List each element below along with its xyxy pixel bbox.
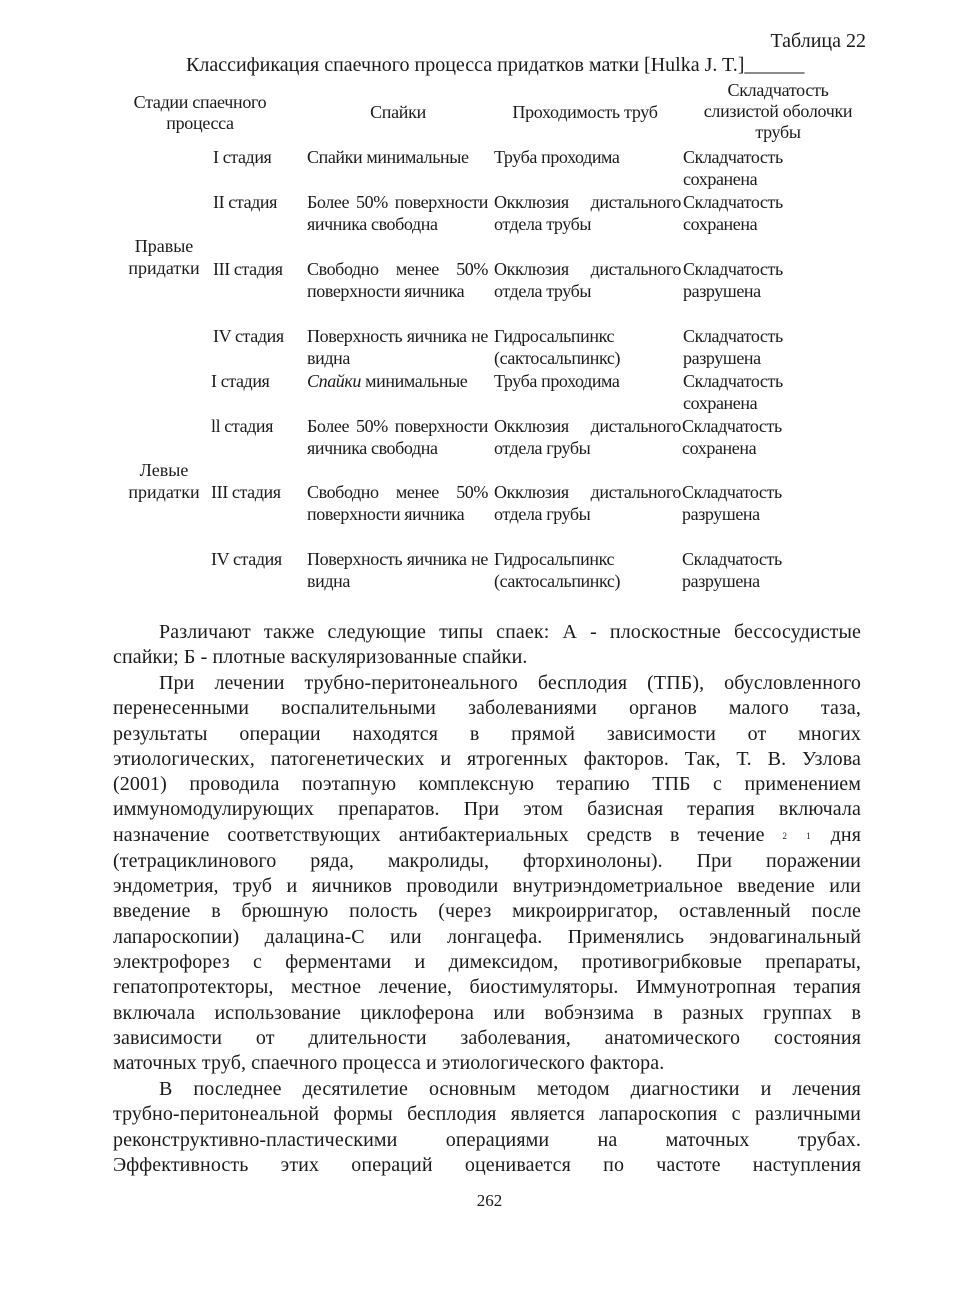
text-line: Различают также следующие типы спаек: А - плоскостные бессосудистые	[159, 621, 861, 643]
paragraph	[113, 620, 861, 671]
adhesions-cell: Спайки минимальные	[307, 147, 469, 167]
stage-cell: III стадия	[213, 259, 283, 279]
paragraph	[113, 671, 861, 1077]
text-line: включала использование циклоферона или вобэнзима в разных группах в	[113, 1001, 861, 1024]
stage-cell: IV стадия	[213, 326, 284, 346]
patency-cell: Гидросальпинкс (сактосальпинкс)	[494, 549, 621, 591]
folding-cell: Складчатость сохранена	[683, 147, 783, 189]
folding-cell: Складчатость разрушена	[682, 549, 782, 591]
side-label-left: Левые придатки	[128, 460, 200, 502]
patency-cell: Окклюзия дистального отдела трубы	[494, 259, 681, 301]
header-folding: Складчатость слизистой оболочки трубы	[703, 80, 853, 142]
header-adhesions: Спайки	[370, 102, 426, 122]
text-line: (2001) проводила поэтапную комплексную терапию ТПБ с применением	[113, 773, 861, 796]
adhesions-cell: Поверхность яичника не видна	[307, 326, 488, 368]
patency-cell: Труба проходима	[494, 371, 620, 391]
text-line: В последнее десятилетие основным методом диагностики и лечения	[159, 1078, 861, 1100]
stage-cell: I стадия	[211, 371, 270, 391]
folding-cell: Складчатость сохранена	[683, 192, 783, 234]
text-line: результаты операции находятся в прямой зависимости от многих	[113, 722, 861, 745]
text-segment: назначение соответствующих антибактериальных средств в течение	[113, 823, 765, 846]
side-label-right: Правые придатки	[128, 236, 200, 278]
text-line: эндометрия, труб и яичников проводили внутриэндометриальное введение или	[113, 875, 861, 898]
text-line: Эффективность этих операций оценивается по частоте наступления	[113, 1153, 861, 1176]
stage-cell: II стадия	[213, 192, 278, 212]
text-line: трубно-перитонеальной формы бесплодия является лапароскопия с различными	[113, 1103, 861, 1126]
text-line: спайки; Б - плотные васкуляризованные спайки.	[113, 646, 528, 669]
header-patency: Проходимость труб	[512, 102, 658, 122]
adhesions-cell: Поверхность яичника не видна	[307, 549, 488, 591]
days-number-small: 2 1	[782, 830, 813, 841]
patency-cell: Окклюзия дистального отдела грубы	[494, 416, 681, 458]
folding-cell: Складчатость разрушена	[683, 259, 783, 301]
paragraph	[113, 1077, 861, 1178]
table-title: Классификация спаечного процесса придатков матки [Hulka J. T.]______	[186, 54, 805, 76]
adhesions-cell: Свободно менее 50% поверхности яичника	[307, 259, 488, 301]
stage-cell: I стадия	[213, 147, 272, 167]
stage-cell: IV стадия	[211, 549, 282, 569]
patency-cell: Труба проходима	[494, 147, 620, 167]
patency-cell: Окклюзия дистального отдела трубы	[494, 192, 681, 234]
text-line: реконструктивно-пластическими операциями на маточных трубах.	[113, 1128, 861, 1151]
text-line: введение в брюшную полость (через микроирригатор, оставленный после	[113, 900, 861, 923]
text-line: иммуномодулирующих препаратов. При этом базисная терапия включала	[113, 798, 861, 821]
page-number: 262	[476, 1191, 503, 1210]
patency-cell: Окклюзия дистального отдела грубы	[494, 482, 681, 524]
stage-cell: III стадия	[211, 482, 281, 502]
adhesions-cell: Свободно менее 50% поверхности яичника	[307, 482, 488, 524]
adhesions-italic-word: Спайки	[307, 371, 362, 391]
folding-cell: Складчатость разрушена	[682, 482, 782, 524]
header-stages: Стадии спаечного процесса	[133, 92, 267, 133]
text-segment: дня	[830, 823, 862, 846]
text-line: При лечении трубно-перитонеального бесплодия (ТПБ), обусловленного	[159, 672, 861, 694]
adhesions-cell: Более 50% поверхности яичника свободна	[307, 192, 488, 234]
text-line: (тетрациклинового ряда, макролиды, фторхинолоны). При поражении	[113, 849, 861, 872]
text-line: маточных труб, спаечного процесса и этиологического фактора.	[113, 1052, 665, 1075]
folding-cell: Складчатость сохранена	[682, 416, 782, 458]
folding-cell: Складчатость сохранена	[683, 371, 783, 413]
patency-cell: Гидросальпинкс (сактосальпинкс)	[494, 326, 621, 368]
table-label: Таблица 22	[770, 30, 866, 52]
text-line-with-days	[113, 823, 861, 849]
text-line: гепатопротекторы, местное лечение, биостимуляторы. Иммунотропная терапия	[113, 976, 861, 999]
adhesions-rest: минимальные	[365, 371, 468, 391]
adhesions-cell: Более 50% поверхности яичника свободна	[307, 416, 488, 458]
text-line: этиологических, патогенетических и ятрогенных факторов. Так, Т. В. Узлова	[113, 747, 861, 770]
text-line: электрофорез с ферментами и димексидом, противогрибковые препараты,	[113, 951, 861, 974]
folding-cell: Складчатость разрушена	[683, 326, 783, 368]
text-line: лапароскопии) далацина-С или лонгацефа. Применялись эндовагинальный	[113, 925, 861, 948]
stage-cell: ll стадия	[211, 416, 274, 436]
text-line: зависимости от длительности заболевания, анатомического состояния	[113, 1026, 861, 1049]
text-line: перенесенными воспалительными заболеваниями органов малого таза,	[113, 697, 861, 720]
adhesions-cell	[307, 370, 492, 392]
